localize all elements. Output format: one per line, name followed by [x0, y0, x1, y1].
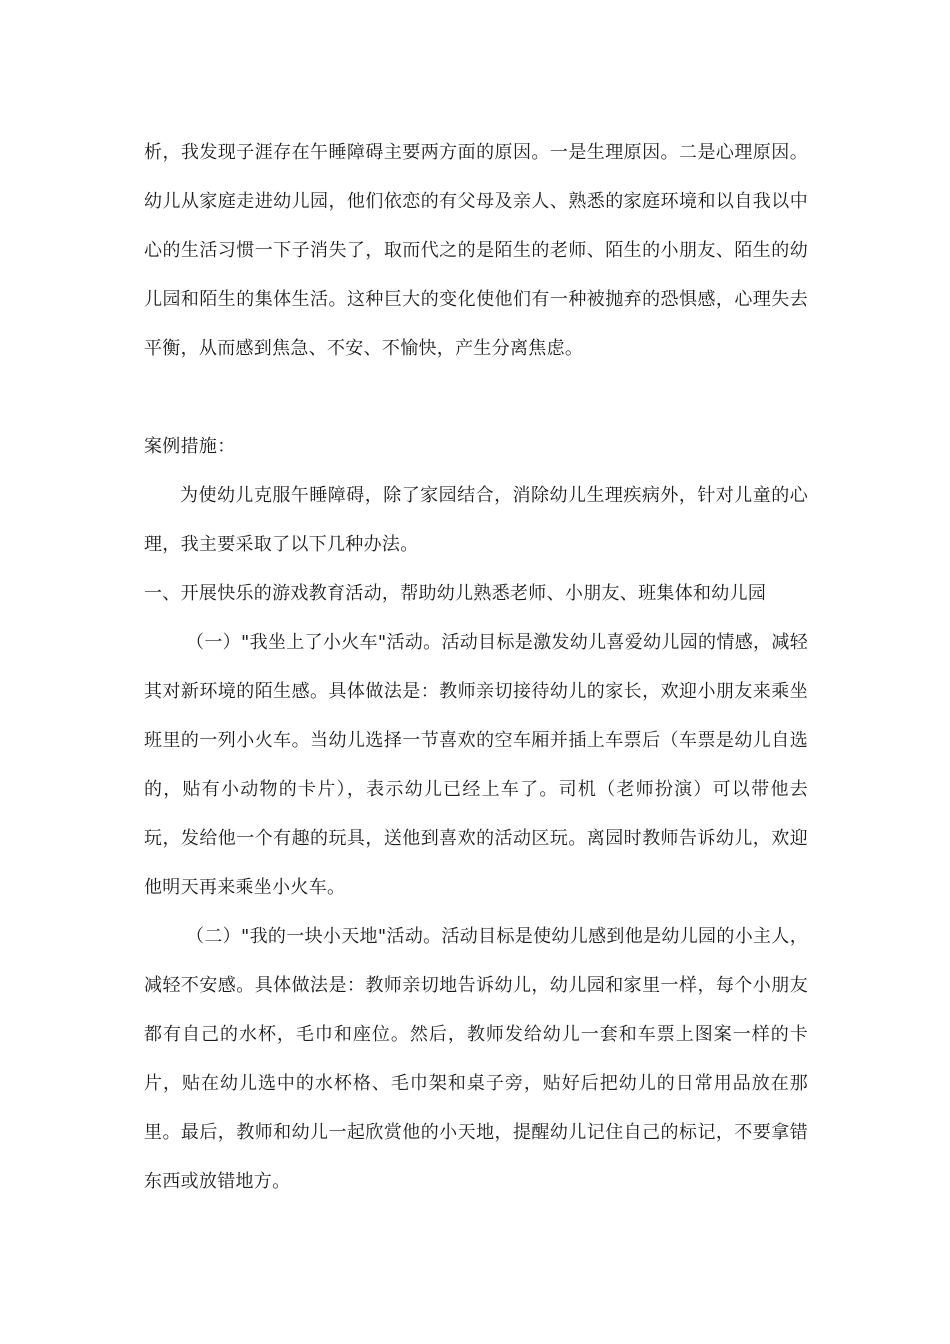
heading-game-activities: 一、开展快乐的游戏教育活动，帮助幼儿熟悉老师、小朋友、班集体和幼儿园: [144, 583, 767, 604]
paragraph-gap: [144, 373, 808, 422]
section-label-measures: 案例措施：: [144, 436, 236, 457]
item-little-train-activity: （一）"我坐上了小火车"活动。活动目标是激发幼儿喜爱幼儿园的情感，减轻其对新环境的陌生感。具体做法是：教师亲切接待幼儿的家长，欢迎小朋友来乘坐班里的一列小火车。当幼儿选择一节喜欢的空车厢并插上车票后（车票是幼儿自选的，贴有小动物的卡片），表示幼儿已经上车了。司机（老师扮演）可以带他去玩，发给他一个有趣的玩具，送他到喜欢的活动区玩。离园时教师告诉幼儿，欢迎他明天再来乘坐小火车。: [144, 632, 808, 898]
item-my-little-space-activity: （二）"我的一块小天地"活动。活动目标是使幼儿感到他是幼儿园的小主人，减轻不安感。具体做法是：教师亲切地告诉幼儿，幼儿园和家里一样，每个小朋友都有自己的水杯，毛巾和座位。然后，教师发给幼儿一套和车票上图案一样的卡片，贴在幼儿选中的水杯格、毛巾架和桌子旁，贴好后把幼儿的日常用品放在那里。最后，教师和幼儿一起欣赏他的小天地，提醒幼儿记住自己的标记，不要拿错东西或放错地方。: [144, 926, 808, 1192]
document-body: [144, 128, 808, 1206]
paragraph-measures-intro: 为使幼儿克服午睡障碍，除了家园结合，消除幼儿生理疾病外，针对儿童的心理，我主要采取了以下几种办法。: [144, 485, 808, 555]
paragraph-cause-analysis: 析，我发现子涯存在午睡障碍主要两方面的原因。一是生理原因。二是心理原因。幼儿从家庭走进幼儿园，他们依恋的有父母及亲人、熟悉的家庭环境和以自我以中心的生活习惯一下子消失了，取而代之的是陌生的老师、陌生的小朋友、陌生的幼儿园和陌生的集体生活。这种巨大的变化使他们有一种被抛弃的恐惧感，心理失去平衡，从而感到焦急、不安、不愉快，产生分离焦虑。: [144, 142, 808, 359]
